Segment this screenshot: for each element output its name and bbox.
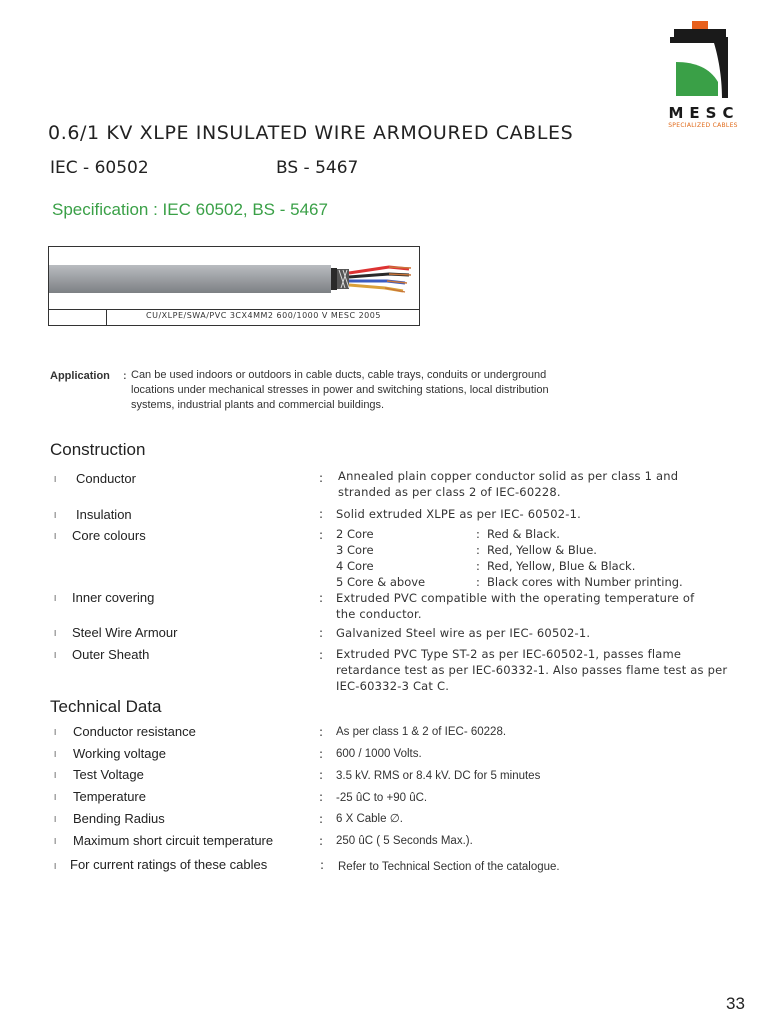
core-colon: : bbox=[476, 559, 480, 573]
technical-value-bending-radius: 6 X Cable ∅. bbox=[336, 813, 403, 825]
technical-value-current-ratings: Refer to Technical Section of the catalogue. bbox=[338, 861, 560, 873]
technical-label-bending-radius: Bending Radius bbox=[73, 811, 165, 826]
value-line: Annealed plain copper conductor solid as per class 1 and bbox=[338, 469, 679, 483]
bullet-icon: l bbox=[54, 771, 57, 780]
bullet-icon: l bbox=[54, 862, 57, 871]
construction-value-conductor bbox=[338, 468, 678, 500]
technical-label-working-voltage: Working voltage bbox=[73, 746, 166, 761]
bullet-icon: l bbox=[54, 511, 57, 520]
bullet-icon: l bbox=[54, 532, 57, 541]
application-label: Application bbox=[50, 370, 110, 382]
bullet-icon: l bbox=[54, 728, 57, 737]
standard-bs: BS - 5467 bbox=[276, 158, 359, 178]
core-colon: : bbox=[476, 543, 480, 557]
colon: : bbox=[319, 747, 324, 761]
technical-label-temperature: Temperature bbox=[73, 789, 146, 804]
application-line: locations under mechanical stresses in power and switching stations, local distribution bbox=[131, 384, 549, 396]
colon: : bbox=[319, 834, 324, 848]
construction-label-conductor: Conductor bbox=[76, 471, 136, 486]
application-line: systems, industrial plants and commercial buildings. bbox=[131, 399, 385, 411]
logo-tagline: SPECIALIZED CABLES bbox=[668, 122, 738, 129]
value-line: Extruded PVC Type ST-2 as per IEC-60502-1, passes flame bbox=[336, 647, 682, 661]
bullet-icon: l bbox=[54, 629, 57, 638]
bullet-icon: l bbox=[54, 837, 57, 846]
core-name: 3 Core bbox=[336, 543, 374, 557]
construction-label-core-colours: Core colours bbox=[72, 528, 146, 543]
technical-label-max-short-circuit-temperature: Maximum short circuit temperature bbox=[73, 833, 274, 848]
cable-caption-rule bbox=[48, 309, 420, 310]
core-colors: Red, Yellow & Blue. bbox=[487, 543, 597, 557]
construction-label-steel-wire-armour: Steel Wire Armour bbox=[72, 625, 178, 640]
bullet-icon: l bbox=[54, 594, 57, 603]
technical-value-conductor-resistance: As per class 1 & 2 of IEC- 60228. bbox=[336, 726, 507, 738]
construction-label-insulation: Insulation bbox=[76, 507, 132, 522]
technical-value-working-voltage: 600 / 1000 Volts. bbox=[336, 748, 422, 760]
bullet-icon: l bbox=[54, 793, 57, 802]
construction-heading: Construction bbox=[50, 440, 146, 459]
technical-label-current-ratings: For current ratings of these cables bbox=[70, 857, 268, 872]
colon: : bbox=[319, 790, 324, 804]
technical-data-heading: Technical Data bbox=[50, 697, 162, 716]
construction-value-inner-covering bbox=[336, 590, 694, 622]
colon: : bbox=[319, 507, 324, 521]
core-colon: : bbox=[476, 575, 480, 589]
logo-brand-text: MESC bbox=[668, 104, 740, 122]
core-name: 5 Core & above bbox=[336, 575, 426, 589]
colon: : bbox=[319, 812, 324, 826]
technical-label-test-voltage: Test Voltage bbox=[73, 767, 144, 782]
core-colors: Black cores with Number printing. bbox=[487, 575, 683, 589]
cable-image bbox=[49, 258, 419, 298]
colon: : bbox=[320, 858, 325, 872]
application-text bbox=[131, 368, 601, 413]
page-title: 0.6/1 KV XLPE INSULATED WIRE ARMOURED CABLES bbox=[48, 122, 574, 144]
application-line: Can be used indoors or outdoors in cable ducts, cable trays, conduits or underground bbox=[131, 369, 547, 381]
construction-value-insulation: Solid extruded XLPE as per IEC- 60502-1. bbox=[336, 507, 582, 521]
technical-value-temperature: -25 ûC to +90 ûC. bbox=[336, 792, 428, 804]
bullet-icon: l bbox=[54, 750, 57, 759]
value-line: IEC-60332-3 Cat C. bbox=[336, 679, 450, 693]
colon: : bbox=[319, 591, 324, 605]
colon: : bbox=[319, 768, 324, 782]
construction-label-outer-sheath: Outer Sheath bbox=[72, 647, 150, 662]
core-colors: Red, Yellow, Blue & Black. bbox=[487, 559, 636, 573]
bullet-icon: l bbox=[54, 651, 57, 660]
standard-iec: IEC - 60502 bbox=[50, 158, 149, 178]
construction-value-outer-sheath bbox=[336, 646, 727, 694]
core-name: 2 Core bbox=[336, 527, 374, 541]
colon: : bbox=[319, 626, 324, 640]
construction-label-inner-covering: Inner covering bbox=[72, 590, 155, 605]
colon: : bbox=[319, 471, 324, 485]
core-name: 4 Core bbox=[336, 559, 374, 573]
bullet-icon: l bbox=[54, 815, 57, 824]
specification-line: Specification : IEC 60502, BS - 5467 bbox=[52, 200, 328, 219]
bullet-icon: l bbox=[54, 475, 57, 484]
core-colon: : bbox=[476, 527, 480, 541]
value-line: the conductor. bbox=[336, 607, 422, 621]
application-colon: : bbox=[123, 369, 127, 382]
cable-marking-text: CU/XLPE/SWA/PVC 3CX4MM2 600/1000 V MESC 2005 bbox=[146, 311, 381, 320]
core-colors: Red & Black. bbox=[487, 527, 560, 541]
technical-label-conductor-resistance: Conductor resistance bbox=[73, 724, 196, 739]
technical-value-test-voltage: 3.5 kV. RMS or 8.4 kV. DC for 5 minutes bbox=[336, 770, 541, 782]
value-line: retardance test as per IEC-60332-1. Also passes flame test as per bbox=[336, 663, 728, 677]
value-line: stranded as per class 2 of IEC-60228. bbox=[338, 485, 561, 499]
colon: : bbox=[319, 528, 324, 542]
value-line: Extruded PVC compatible with the operating temperature of bbox=[336, 591, 695, 605]
construction-value-steel-wire-armour: Galvanized Steel wire as per IEC- 60502-1. bbox=[336, 626, 591, 640]
page-number: 33 bbox=[726, 994, 745, 1013]
colon: : bbox=[319, 725, 324, 739]
colon: : bbox=[319, 648, 324, 662]
technical-value-max-short-circuit-temperature: 250 ûC ( 5 Seconds Max.). bbox=[336, 835, 473, 847]
